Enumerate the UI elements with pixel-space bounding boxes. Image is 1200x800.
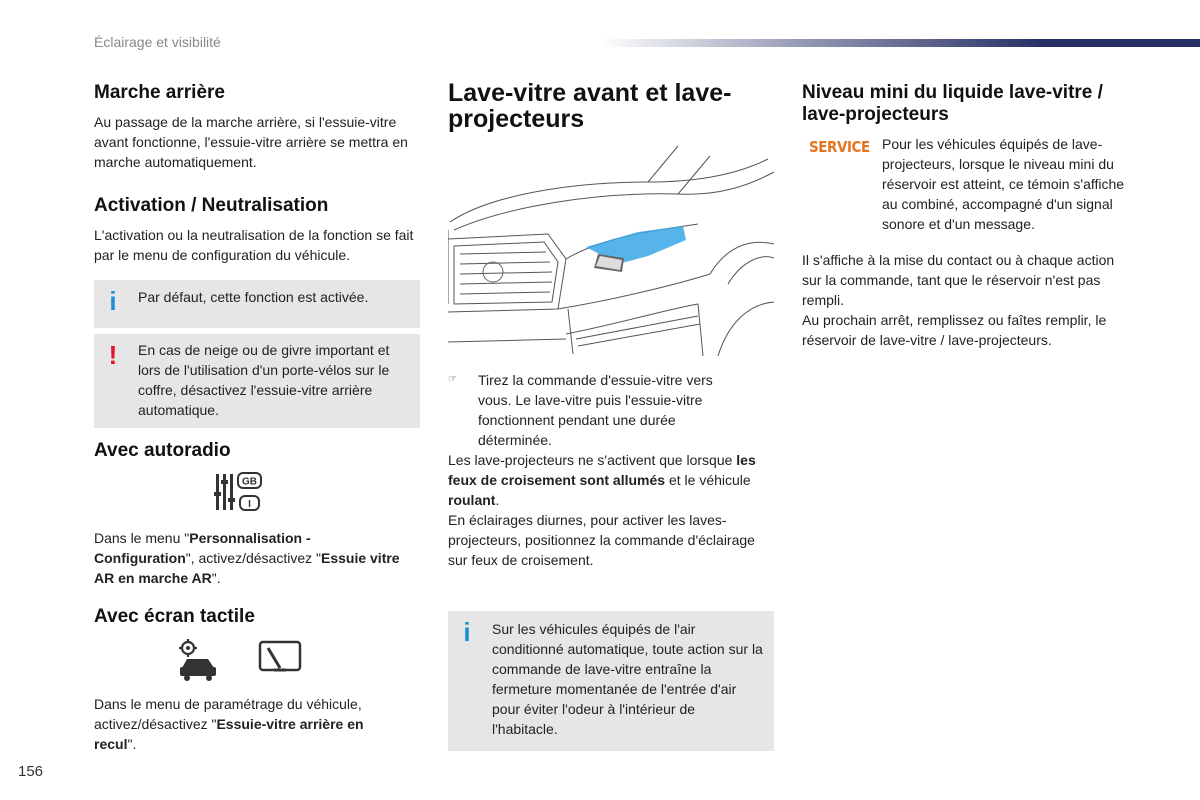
lave-projecteurs-text: Les lave-projecteurs ne s'activent que lorsque les feux de croisement sont allumés et le véhicule roulant. (448, 452, 756, 508)
info-note-air-text: Sur les véhicules équipés de l'air conditionné automatique, toute action sur la commande de lave-vitre entraîne la fermeture momentanée de l'entrée d'air pour éviter l'odeur à l'intérieur de l'habitacle. (492, 621, 763, 737)
section-title-niveau-mini: Niveau mini du liquide lave-vitre / lave-projecteurs (802, 82, 1103, 125)
warning-note-text: En cas de neige ou de givre important et lors de l'utilisation d'un porte-vélos sur le coffre, désactivez l'essuie-vitre arrière automatique. (138, 342, 390, 418)
warning-note (94, 334, 420, 428)
warning-icon: ! (108, 340, 118, 370)
info-note-text: Par défaut, cette fonction est activée. (138, 289, 369, 305)
eclairages-diurnes-text: En éclairages diurnes, pour activer les laves-projecteurs, positionnez la commande d'éclairage sur feux de croisement. (448, 512, 755, 568)
marche-arriere-text: Au passage de la marche arrière, si l'essuie-vitre avant fonctionne, l'essuie-vitre arrière se mettra en marche automatiquement. (94, 114, 408, 170)
car-front-illustration (448, 134, 774, 356)
page-number: 156 (18, 763, 44, 780)
section-title-activation: Activation / Neutralisation (94, 195, 329, 216)
section-title-autoradio: Avec autoradio (94, 440, 231, 461)
middle-column (448, 80, 774, 751)
section-title-marche-arriere: Marche arrière (94, 82, 225, 103)
left-column (94, 82, 424, 754)
i-badge: I (248, 499, 251, 510)
section-title-ecran-tactile: Avec écran tactile (94, 606, 255, 627)
header-bar (600, 39, 1200, 47)
car-settings-icon (178, 638, 220, 682)
autoradio-text: Dans le menu "Personnalisation - Configuration", activez/désactivez "Essuie vitre AR en marche AR". (94, 530, 400, 586)
info-icon: i (463, 617, 471, 647)
wiper-instruction-text: Tirez la commande d'essuie-vitre vers vous. Le lave-vitre puis l'essuie-vitre fonctionnent pendant une durée déterminée. (478, 372, 713, 448)
service-warning-icon: SERVICE (809, 138, 870, 156)
activation-text: L'activation ou la neutralisation de la fonction se fait par le menu de configuration du véhicule. (94, 227, 414, 263)
ecran-icons-area (94, 638, 424, 694)
main-title: Lave-vitre avant et lave-projecteurs (448, 79, 732, 133)
info-note-air (448, 611, 774, 751)
settings-sliders-icon (210, 472, 270, 522)
ecran-text: Dans le menu de paramétrage du véhicule, activez/désactivez "Essuie-vitre arrière en recul". (94, 696, 364, 752)
wiper-control-icon: ☞ (448, 374, 457, 385)
autoradio-icon-area (94, 472, 424, 528)
niveau-text-1: Il s'affiche à la mise du contact ou à chaque action sur la commande, tant que le réservoir n'est pas rempli. (802, 252, 1115, 308)
info-note-default (94, 280, 420, 328)
header-title: Éclairage et visibilité (94, 34, 221, 50)
service-text: Pour les véhicules équipés de lave-projecteurs, lorsque le niveau mini du réservoir est atteint, ce témoin s'affiche au combiné, accompagné d'un signal sonore et d'un message. (882, 136, 1125, 232)
wiper-instruction-bullet (448, 370, 738, 450)
niveau-text-2: Au prochain arrêt, remplissez ou faîtes remplir, le réservoir de lave-vitre / lave-projecteurs. (802, 312, 1107, 348)
info-icon: i (109, 286, 117, 316)
rear-wiper-icon (258, 640, 304, 676)
gb-badge: GB (242, 476, 257, 488)
right-column (802, 82, 1132, 350)
